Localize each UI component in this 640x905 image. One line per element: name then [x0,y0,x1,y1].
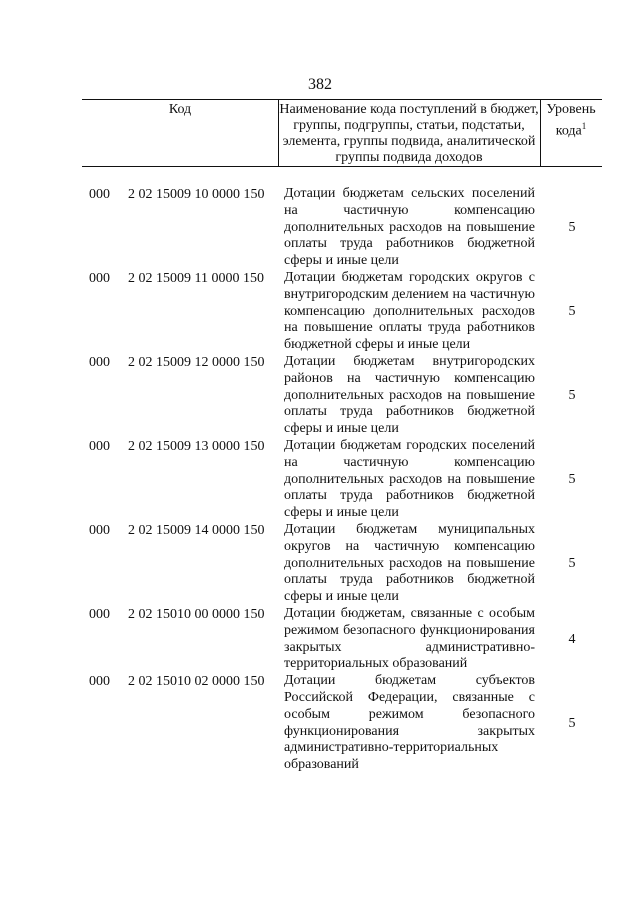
code-level: 4 [568,631,576,647]
admin-code: 000 [89,354,110,370]
header-code: Код [168,102,192,117]
table-row [0,522,640,606]
revenue-description: Дотации бюджетам муниципальных округов на частичную компенсацию дополнительных расходов на повышение оплаты труда работников бюджетной сферы и иные цели [284,521,535,605]
admin-code: 000 [89,187,110,202]
table-body [0,186,640,774]
code-level: 5 [568,555,576,571]
revenue-code: 2 02 15009 13 0000 150 [128,438,265,454]
admin-code: 000 [89,522,110,538]
revenue-description: Дотации бюджетам городских поселений на частичную компенсацию дополнительных расходов на повышение оплаты труда работников бюджетной сферы и иные цели [284,437,535,521]
revenue-code: 2 02 15010 00 0000 150 [128,606,265,622]
revenue-code: 2 02 15009 10 0000 150 [128,187,265,202]
footnote-mark: 1 [581,121,587,131]
revenue-description: Дотации бюджетам городских округов с внутригородским делением на частичную компенсацию дополнительных расходов на повышение оплаты труда работников бюджетной сферы и иные цели [284,269,535,353]
revenue-description: Дотации бюджетам сельских поселений на частичную компенсацию дополнительных расходов на повышение оплаты труда работников бюджетной сферы и иные цели [284,186,535,269]
table-row [0,270,640,354]
code-level: 5 [568,471,576,487]
code-level: 5 [568,387,576,403]
table-row [0,673,640,774]
code-level: 5 [568,219,576,235]
admin-code: 000 [89,438,110,454]
revenue-code: 2 02 15009 14 0000 150 [128,522,265,538]
table-header [82,99,602,167]
page-number: 382 [308,76,332,93]
revenue-code: 2 02 15009 11 0000 150 [128,270,264,286]
header-level-label: Уровень кода [546,102,596,139]
table-row [0,186,640,270]
admin-code: 000 [89,606,110,622]
revenue-description: Дотации бюджетам внутригородских районов на частичную компенсацию дополнительных расходов на повышение оплаты труда работников бюджетной сферы и иные цели [284,353,535,437]
header-name: Наименование кода поступлений в бюджет, группы, подгруппы, статьи, подстатьи, элемента, группы подвида, аналитической группы подвида доходов [279,102,539,165]
table-row [0,606,640,673]
revenue-description: Дотации бюджетам субъектов Российской Федерации, связанные с особым режимом безопасного функционирования закрытых административно-территориальных образований [284,673,535,773]
admin-code: 000 [89,674,110,690]
code-level: 5 [568,715,576,731]
revenue-code: 2 02 15010 02 0000 150 [128,674,265,690]
revenue-description: Дотации бюджетам, связанные с особым режимом безопасного функционирования закрытых административно-территориальных образований [284,605,535,672]
table-row [0,354,640,438]
table-row [0,438,640,522]
revenue-code: 2 02 15009 12 0000 150 [128,354,265,370]
code-level: 5 [568,303,576,319]
header-level [540,102,602,140]
admin-code: 000 [89,270,110,286]
